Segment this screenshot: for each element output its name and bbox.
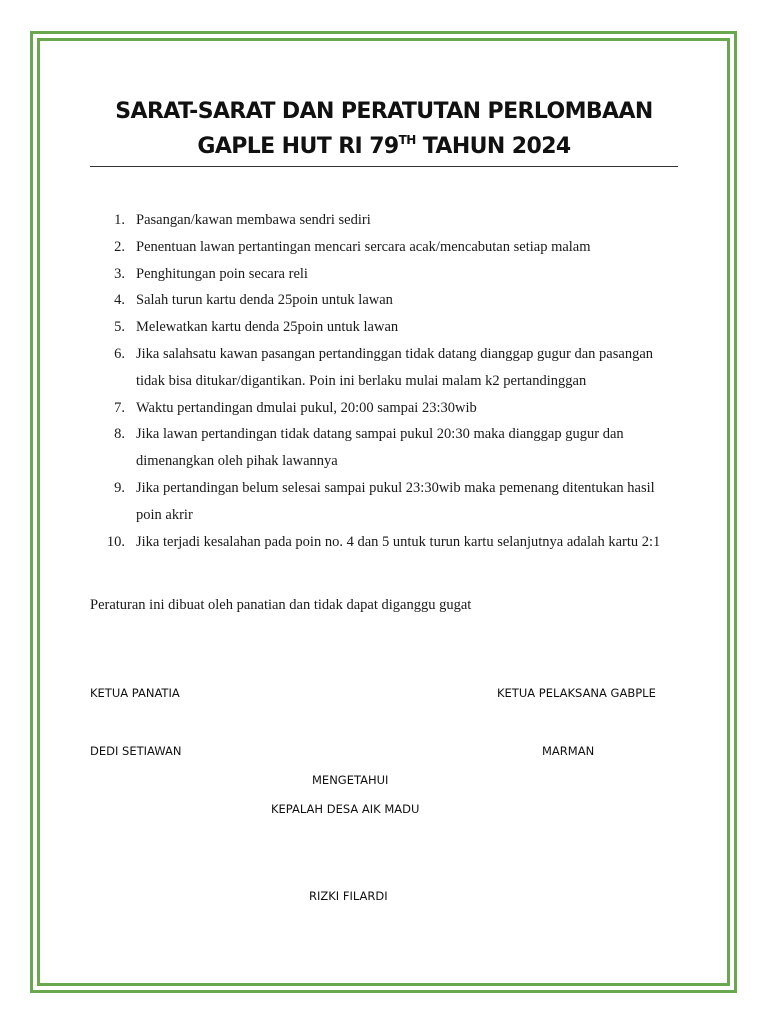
left-signatory-name: DEDI SETIAWAN (90, 744, 182, 758)
rule-number: 4. (114, 292, 125, 309)
left-signatory-role: KETUA PANATIA (90, 686, 180, 700)
rule-item (98, 234, 678, 261)
rule-text: Jika salahsatu kawan pasangan pertandinggan tidak datang dianggap gugur dan pasangan tidak bisa ditukar/digantikan. Poin ini berlaku mulai malam k2 pertandinggan (136, 345, 654, 389)
rule-number: 5. (114, 319, 125, 336)
rule-number: 3. (114, 265, 125, 282)
document-title (90, 94, 678, 164)
rule-number: 1. (114, 212, 125, 228)
right-signatory-role: KETUA PELAKSANA GABPLE (497, 686, 656, 700)
acknowledgement-label: MENGETAHUI (312, 773, 389, 787)
rule-item (98, 207, 678, 234)
title-line-2-main: GAPLE HUT RI 79 (197, 134, 399, 159)
title-line-1: SARAT-SARAT DAN PERATUTAN PERLOMBAAN (115, 99, 653, 124)
rule-text: Salah turun kartu denda 25poin untuk lawan (136, 292, 393, 309)
rule-item (98, 395, 678, 422)
rule-text: Jika terjadi kesalahan pada poin no. 4 dan 5 untuk turun kartu selanjutnya adalah kartu 2:1 (136, 533, 661, 550)
rule-item (98, 475, 678, 529)
rule-item (98, 529, 678, 556)
rule-item (98, 341, 678, 395)
title-line-2 (90, 129, 678, 164)
rule-item (98, 261, 678, 288)
rule-number: 10. (106, 533, 125, 550)
rule-text: Jika lawan pertandingan tidak datang sampai pukul 20:30 maka dianggap gugur dan dimenangkan oleh pihak lawannya (136, 426, 624, 470)
rule-item (98, 314, 678, 341)
village-head-role: KEPALAH DESA AIK MADU (271, 802, 420, 816)
title-superscript: TH (398, 133, 416, 147)
rule-text: Jika pertandingan belum selesai sampai pukul 23:30wib maka pemenang ditentukan hasil poin akrir (136, 479, 655, 523)
rule-text: Penentuan lawan pertantingan mencari sercara acak/mencabutan setiap malam (136, 238, 591, 255)
rules-list (98, 207, 678, 555)
title-line-2-year: TAHUN 2024 (415, 134, 571, 159)
rule-number: 7. (114, 399, 125, 416)
rule-text: Pasangan/kawan membawa sendri sediri (136, 212, 371, 228)
rule-number: 9. (114, 479, 125, 496)
rule-text: Penghitungan poin secara reli (136, 265, 308, 282)
rule-number: 2. (114, 238, 125, 255)
rule-text: Waktu pertandingan dmulai pukul, 20:00 sampai 23:30wib (136, 399, 477, 416)
closing-note: Peraturan ini dibuat oleh panatian dan tidak dapat diganggu gugat (90, 597, 472, 613)
rule-number: 8. (114, 426, 125, 443)
right-signatory-name: MARMAN (542, 744, 595, 758)
rule-item (98, 421, 678, 475)
title-underline (90, 166, 678, 167)
rule-text: Melewatkan kartu denda 25poin untuk lawan (136, 319, 399, 336)
rule-number: 6. (114, 345, 125, 362)
village-head-name: RIZKI FILARDI (309, 889, 388, 903)
rule-item (98, 287, 678, 314)
